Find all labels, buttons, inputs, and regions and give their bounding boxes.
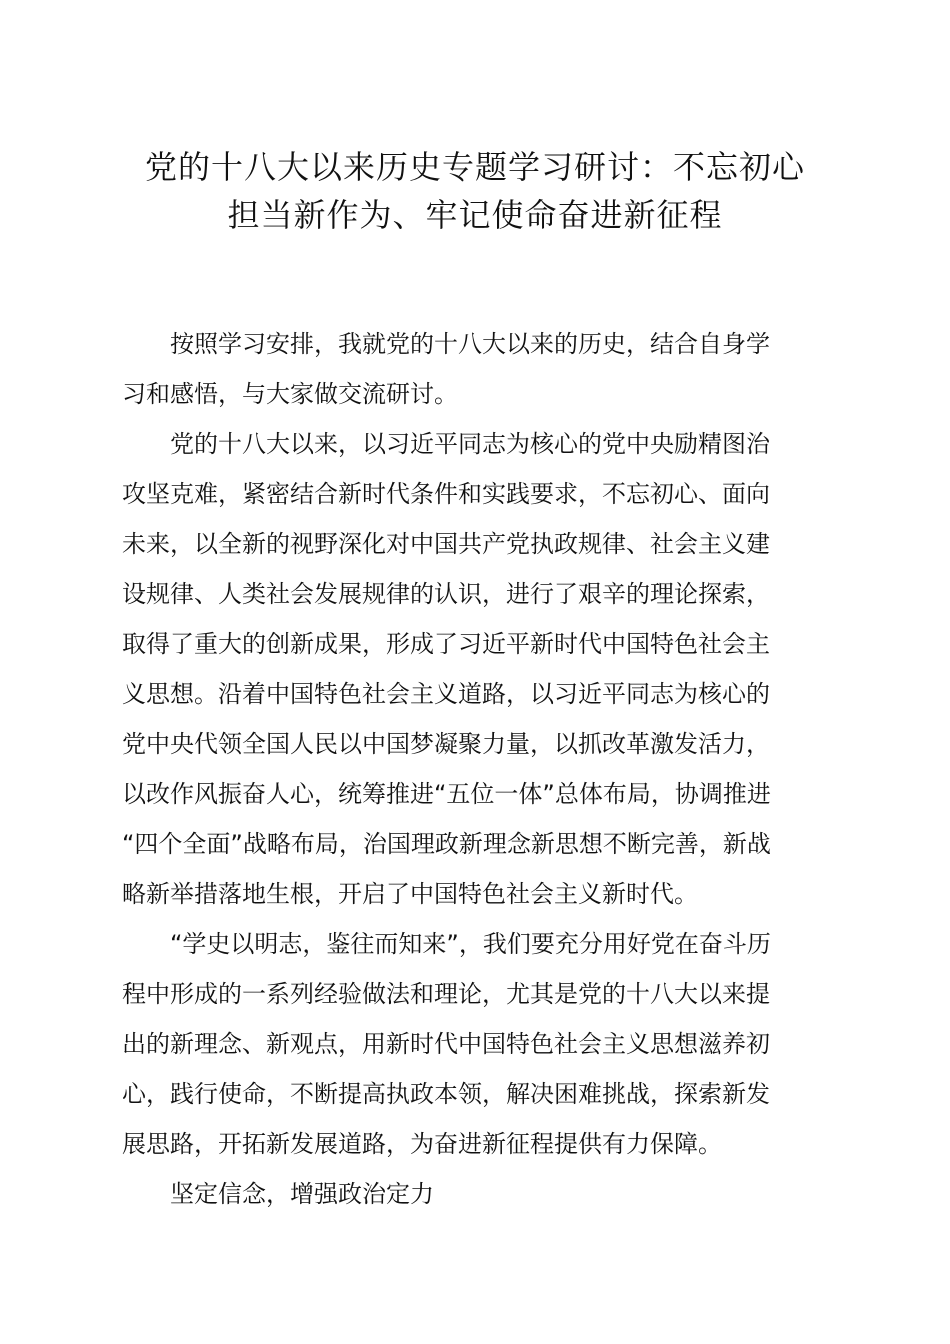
section-heading-belief (122, 1169, 842, 1219)
paragraph-line: 按照学习安排，我就党的十八大以来的历史，结合自身学 (170, 330, 770, 358)
document-title (80, 143, 870, 239)
paragraph-line: 攻坚克难，紧密结合新时代条件和实践要求，不忘初心、面向 (122, 480, 770, 508)
paragraph-line: 略新举措落地生根，开启了中国特色社会主义新时代。 (122, 880, 698, 908)
paragraph-line: 未来，以全新的视野深化对中国共产党执政规律、社会主义建 (122, 530, 770, 558)
paragraph-history (122, 419, 842, 919)
title-line-2: 担当新作为、牢记使命奋进新征程 (227, 196, 723, 234)
paragraph-line: 义思想。沿着中国特色社会主义道路，以习近平同志为核心的 (122, 680, 770, 708)
paragraph-line: 取得了重大的创新成果，形成了习近平新时代中国特色社会主 (122, 630, 770, 658)
paragraph-line: 坚定信念，增强政治定力 (170, 1180, 434, 1208)
title-line-1: 党的十八大以来历史专题学习研讨：不忘初心 (144, 148, 805, 186)
paragraph-line: 设规律、人类社会发展规律的认识，进行了艰辛的理论探索， (122, 580, 770, 608)
paragraph-line: “四个全面”战略布局，治国理政新理念新思想不断完善，新战 (122, 830, 771, 858)
paragraph-line: 党的十八大以来，以习近平同志为核心的党中央励精图治 (170, 430, 770, 458)
paragraph-line: 以改作风振奋人心，统筹推进“五位一体”总体布局，协调推进 (122, 780, 771, 808)
paragraph-line: “学史以明志，鉴往而知来”，我们要充分用好党在奋斗历 (170, 930, 771, 958)
document-body (122, 319, 842, 1219)
paragraph-line: 出的新理念、新观点，用新时代中国特色社会主义思想滋养初 (122, 1030, 770, 1058)
paragraph-intro (122, 319, 842, 419)
paragraph-line: 程中形成的一系列经验做法和理论，尤其是党的十八大以来提 (122, 980, 770, 1008)
paragraph-line: 心，践行使命，不断提高执政本领，解决困难挑战，探索新发 (122, 1080, 770, 1108)
paragraph-lessons (122, 919, 842, 1169)
paragraph-line: 党中央代领全国人民以中国梦凝聚力量，以抓改革激发活力， (122, 730, 770, 758)
paragraph-line: 展思路，开拓新发展道路，为奋进新征程提供有力保障。 (122, 1130, 722, 1158)
paragraph-line: 习和感悟，与大家做交流研讨。 (122, 380, 458, 408)
